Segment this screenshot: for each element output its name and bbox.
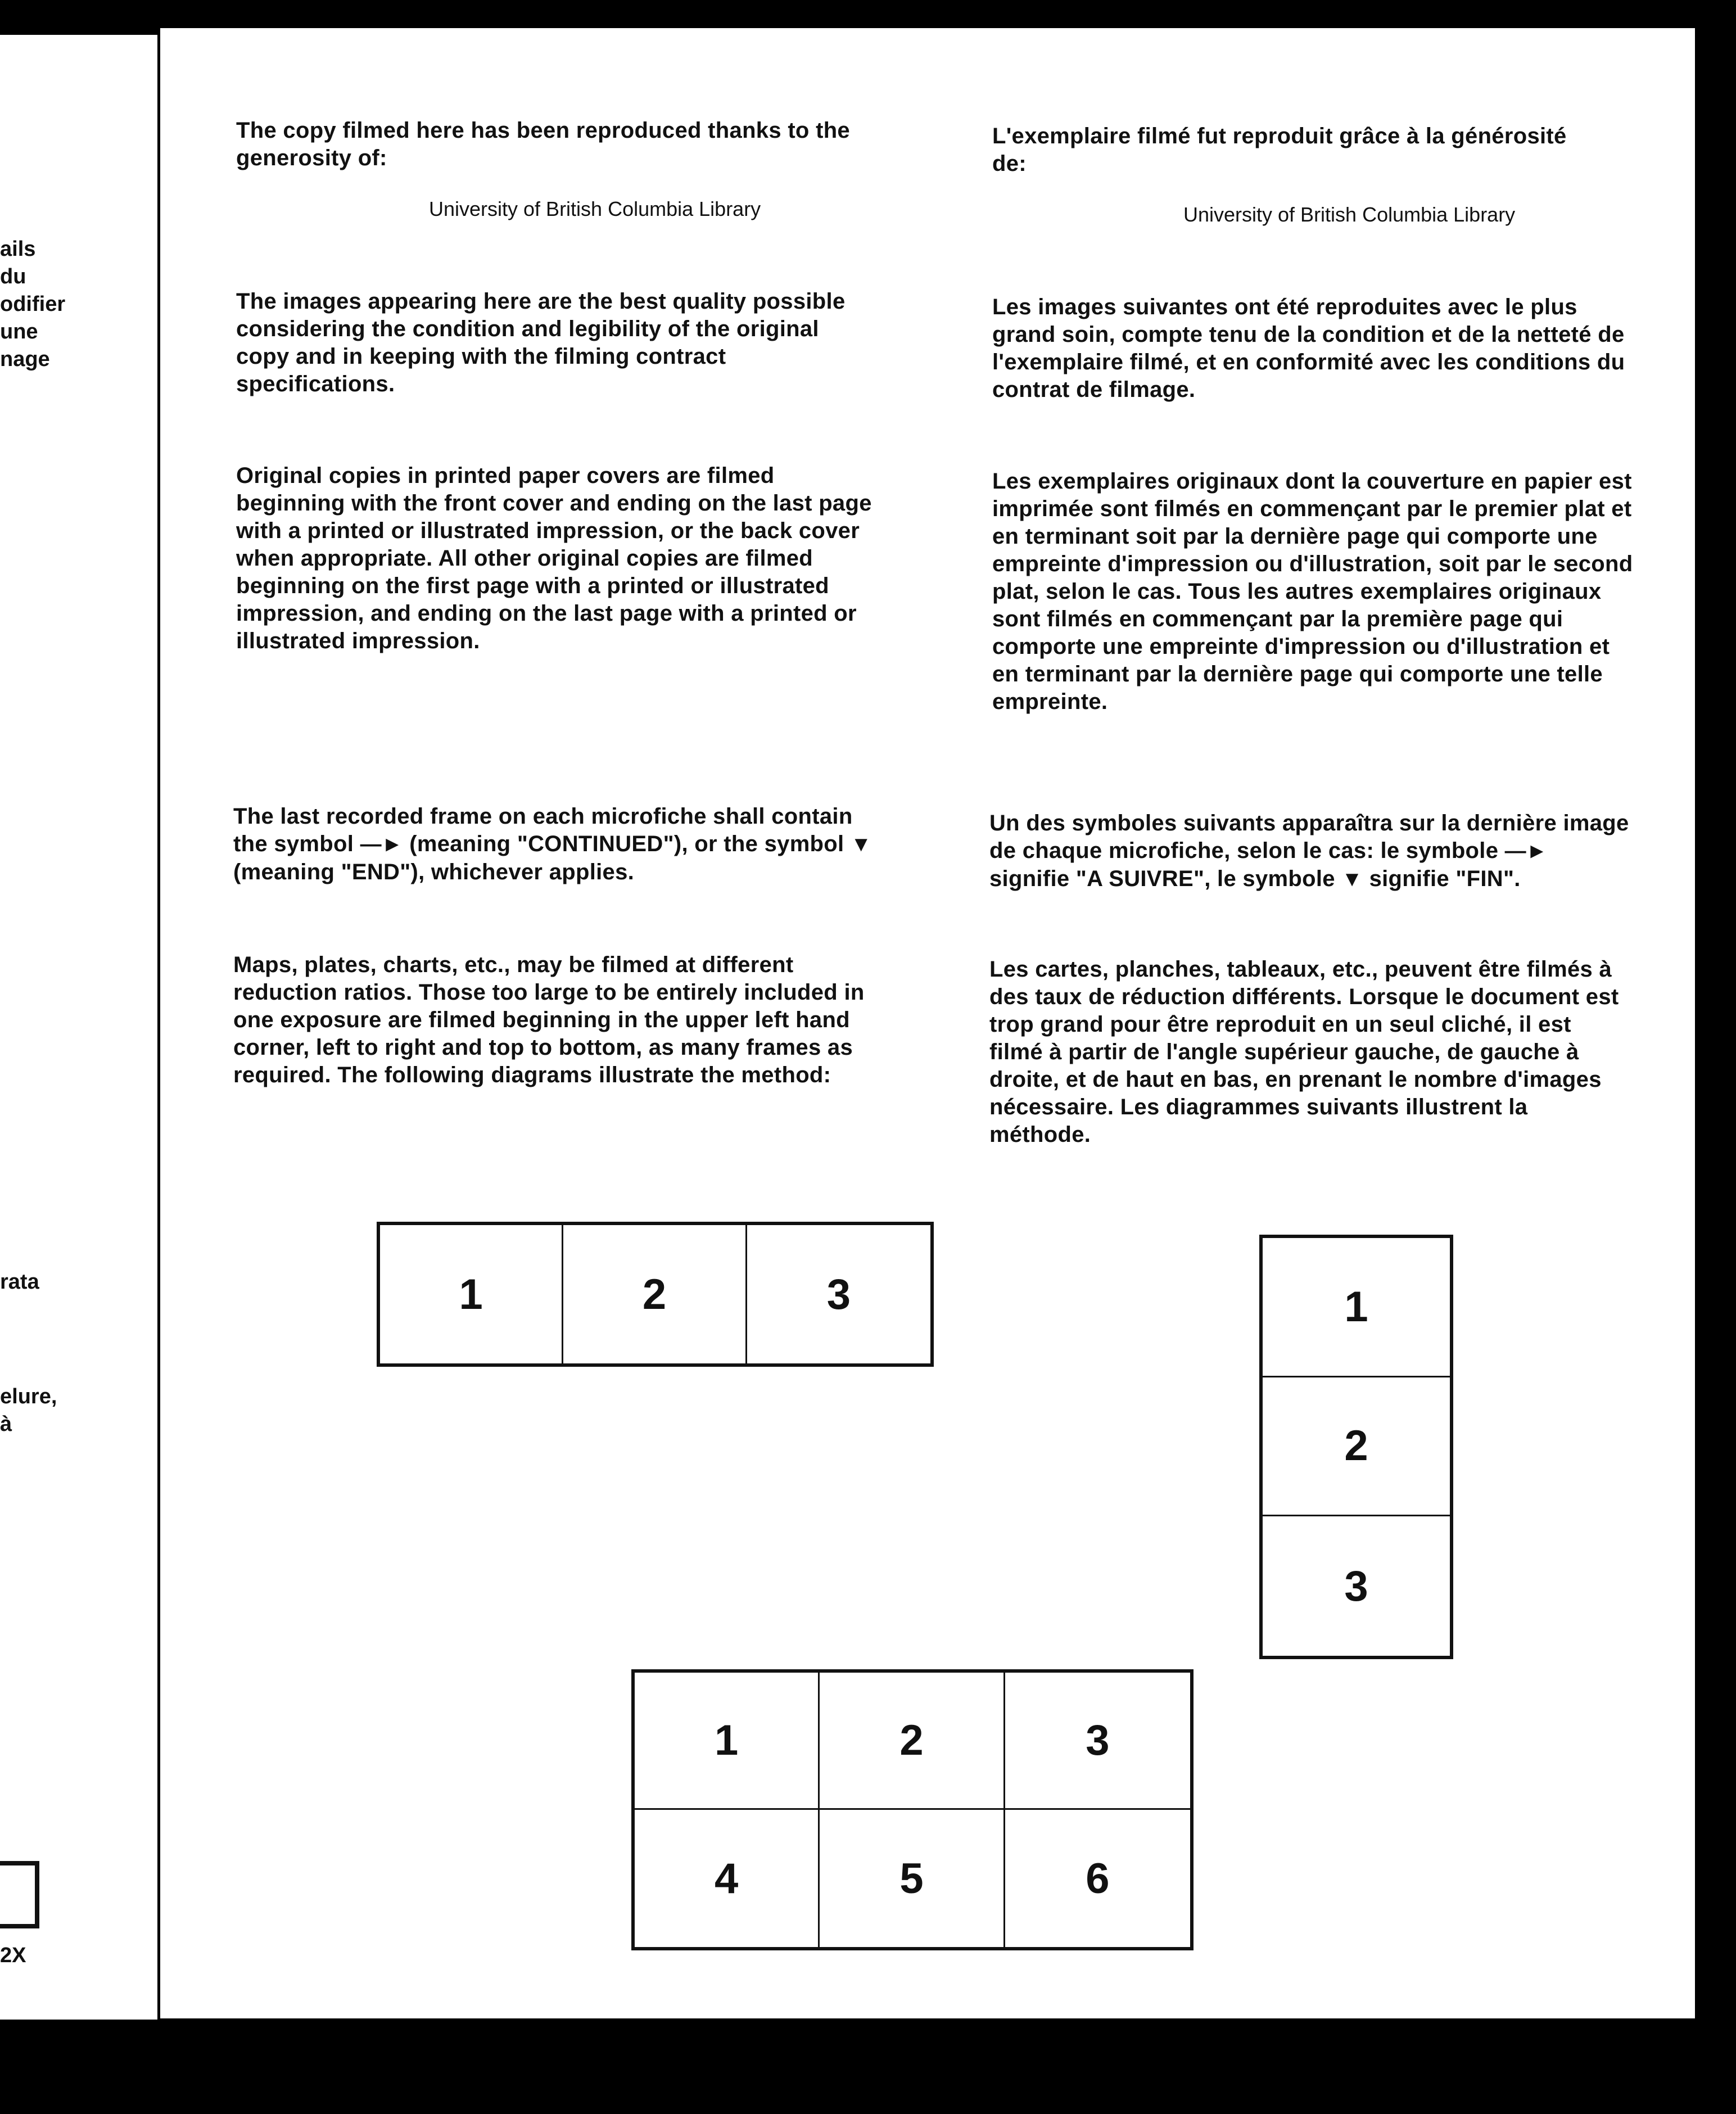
left-fragment: du — [0, 265, 26, 288]
end-triangle-icon: ▼ — [1341, 868, 1363, 891]
en-symbols-part-a: The last recorded frame on each microfiche shall contain the symbol — [233, 804, 853, 856]
frame-cell: 1 — [380, 1225, 563, 1363]
left-fragment: odifier — [0, 292, 66, 316]
en-maps: Maps, plates, charts, etc., may be filmed at different reduction ratios. Those too large to be entirely included in one exposure are filmed beginning in the upper left hand corner, left to right and top to bottom, as many frames as required. The following diagrams illustrate the method: — [233, 952, 865, 1087]
fr-symbols-part-a: Un des symboles suivants apparaîtra sur la dernière image de chaque microfiche, selon le cas: le symbole — [989, 811, 1629, 863]
fr-symbols-part-c: signifie "FIN". — [1369, 866, 1521, 891]
frame-cell: 1 — [1263, 1238, 1450, 1377]
frame-cell: 2 — [820, 1673, 1005, 1810]
resolution-target-box — [0, 1861, 39, 1928]
frame-cell: 6 — [1086, 1854, 1110, 1903]
previous-page-strip — [0, 35, 157, 2020]
left-fragment: ails — [0, 237, 36, 261]
vertical-frames-diagram — [1259, 1235, 1453, 1659]
fr-library: University of British Columbia Library — [1183, 203, 1516, 226]
fr-quality: Les images suivantes ont été reproduites avec le plus grand soin, compte tenu de la condition et de la netteté de l'exemplaire filmé, et en conformité avec les conditions du contrat de filmage. — [992, 295, 1625, 402]
grid-frames-diagram — [631, 1669, 1194, 1950]
left-fragment: elure, — [0, 1385, 57, 1408]
frame-cell: 3 — [1005, 1673, 1190, 1810]
document-page — [160, 28, 1695, 2018]
frame-cell: 5 — [820, 1810, 1005, 1947]
left-fragment: à — [0, 1412, 12, 1436]
fr-symbols — [989, 810, 1630, 893]
frame-cell: 2 — [1263, 1377, 1450, 1517]
frame-cell: 3 — [1344, 1562, 1368, 1610]
frame-cell: 3 — [826, 1270, 851, 1318]
end-triangle-icon: ▼ — [850, 833, 872, 856]
fr-symbols-part-b: signifie "A SUIVRE", le symbole — [989, 866, 1335, 891]
frame-cell: 2 — [563, 1225, 747, 1363]
en-symbols-part-b: (meaning "CONTINUED"), or the symbol — [409, 832, 844, 856]
left-fragment: rata — [0, 1270, 39, 1294]
en-originals: Original copies in printed paper covers are filmed beginning with the front cover and ending on the last page with a printed or illustrated impression, or the back cover when appropriate. All other original copies are filmed beginning on the first page with a printed or illustrated impression, and ending on the last page with a printed or illustrated impression. — [236, 463, 872, 653]
en-symbols-part-c: (meaning "END"), whichever applies. — [233, 860, 635, 884]
frame-cell: 4 — [635, 1810, 820, 1947]
horizontal-frames-diagram — [377, 1222, 934, 1367]
continued-arrow-icon: —► — [1504, 839, 1548, 863]
left-fragment: nage — [0, 347, 50, 371]
en-library: University of British Columbia Library — [429, 197, 761, 220]
fr-thanks: L'exemplaire filmé fut reproduit grâce à la générosité de: — [992, 124, 1567, 176]
left-fragment: une — [0, 320, 38, 344]
fr-maps: Les cartes, planches, tableaux, etc., peuvent être filmés à des taux de réduction différents. Lorsque le document est trop grand pour être reproduit en un seul cliché, il est filmé à partir de l'angle supérieur gauche, de gauche à droite, et de haut en bas, en prenant le nombre d'images nécessaire. Les diagrammes suivants illustrent la méthode. — [989, 957, 1619, 1147]
en-thanks: The copy filmed here has been reproduced thanks to the generosity of: — [236, 118, 850, 170]
frame-cell: 1 — [635, 1673, 820, 1810]
en-symbols — [233, 803, 874, 886]
fr-originals: Les exemplaires originaux dont la couverture en papier est imprimée sont filmés en commençant par le premier plat et en terminant soit par la dernière page qui comporte une empreinte d'impression ou d'illustration, soit par le second plat, selon le cas. Tous les autres exemplaires originaux sont filmés en commençant par la première page qui comporte une empreinte d'impression ou d'illustration et en terminant par la dernière page qui comporte une telle empreinte. — [992, 469, 1633, 714]
continued-arrow-icon: —► — [360, 833, 403, 856]
en-quality: The images appearing here are the best quality possible considering the condition and legibility of the original copy and in keeping with the filming contract specifications. — [236, 289, 846, 396]
left-fragment: 2X — [0, 1944, 26, 1967]
